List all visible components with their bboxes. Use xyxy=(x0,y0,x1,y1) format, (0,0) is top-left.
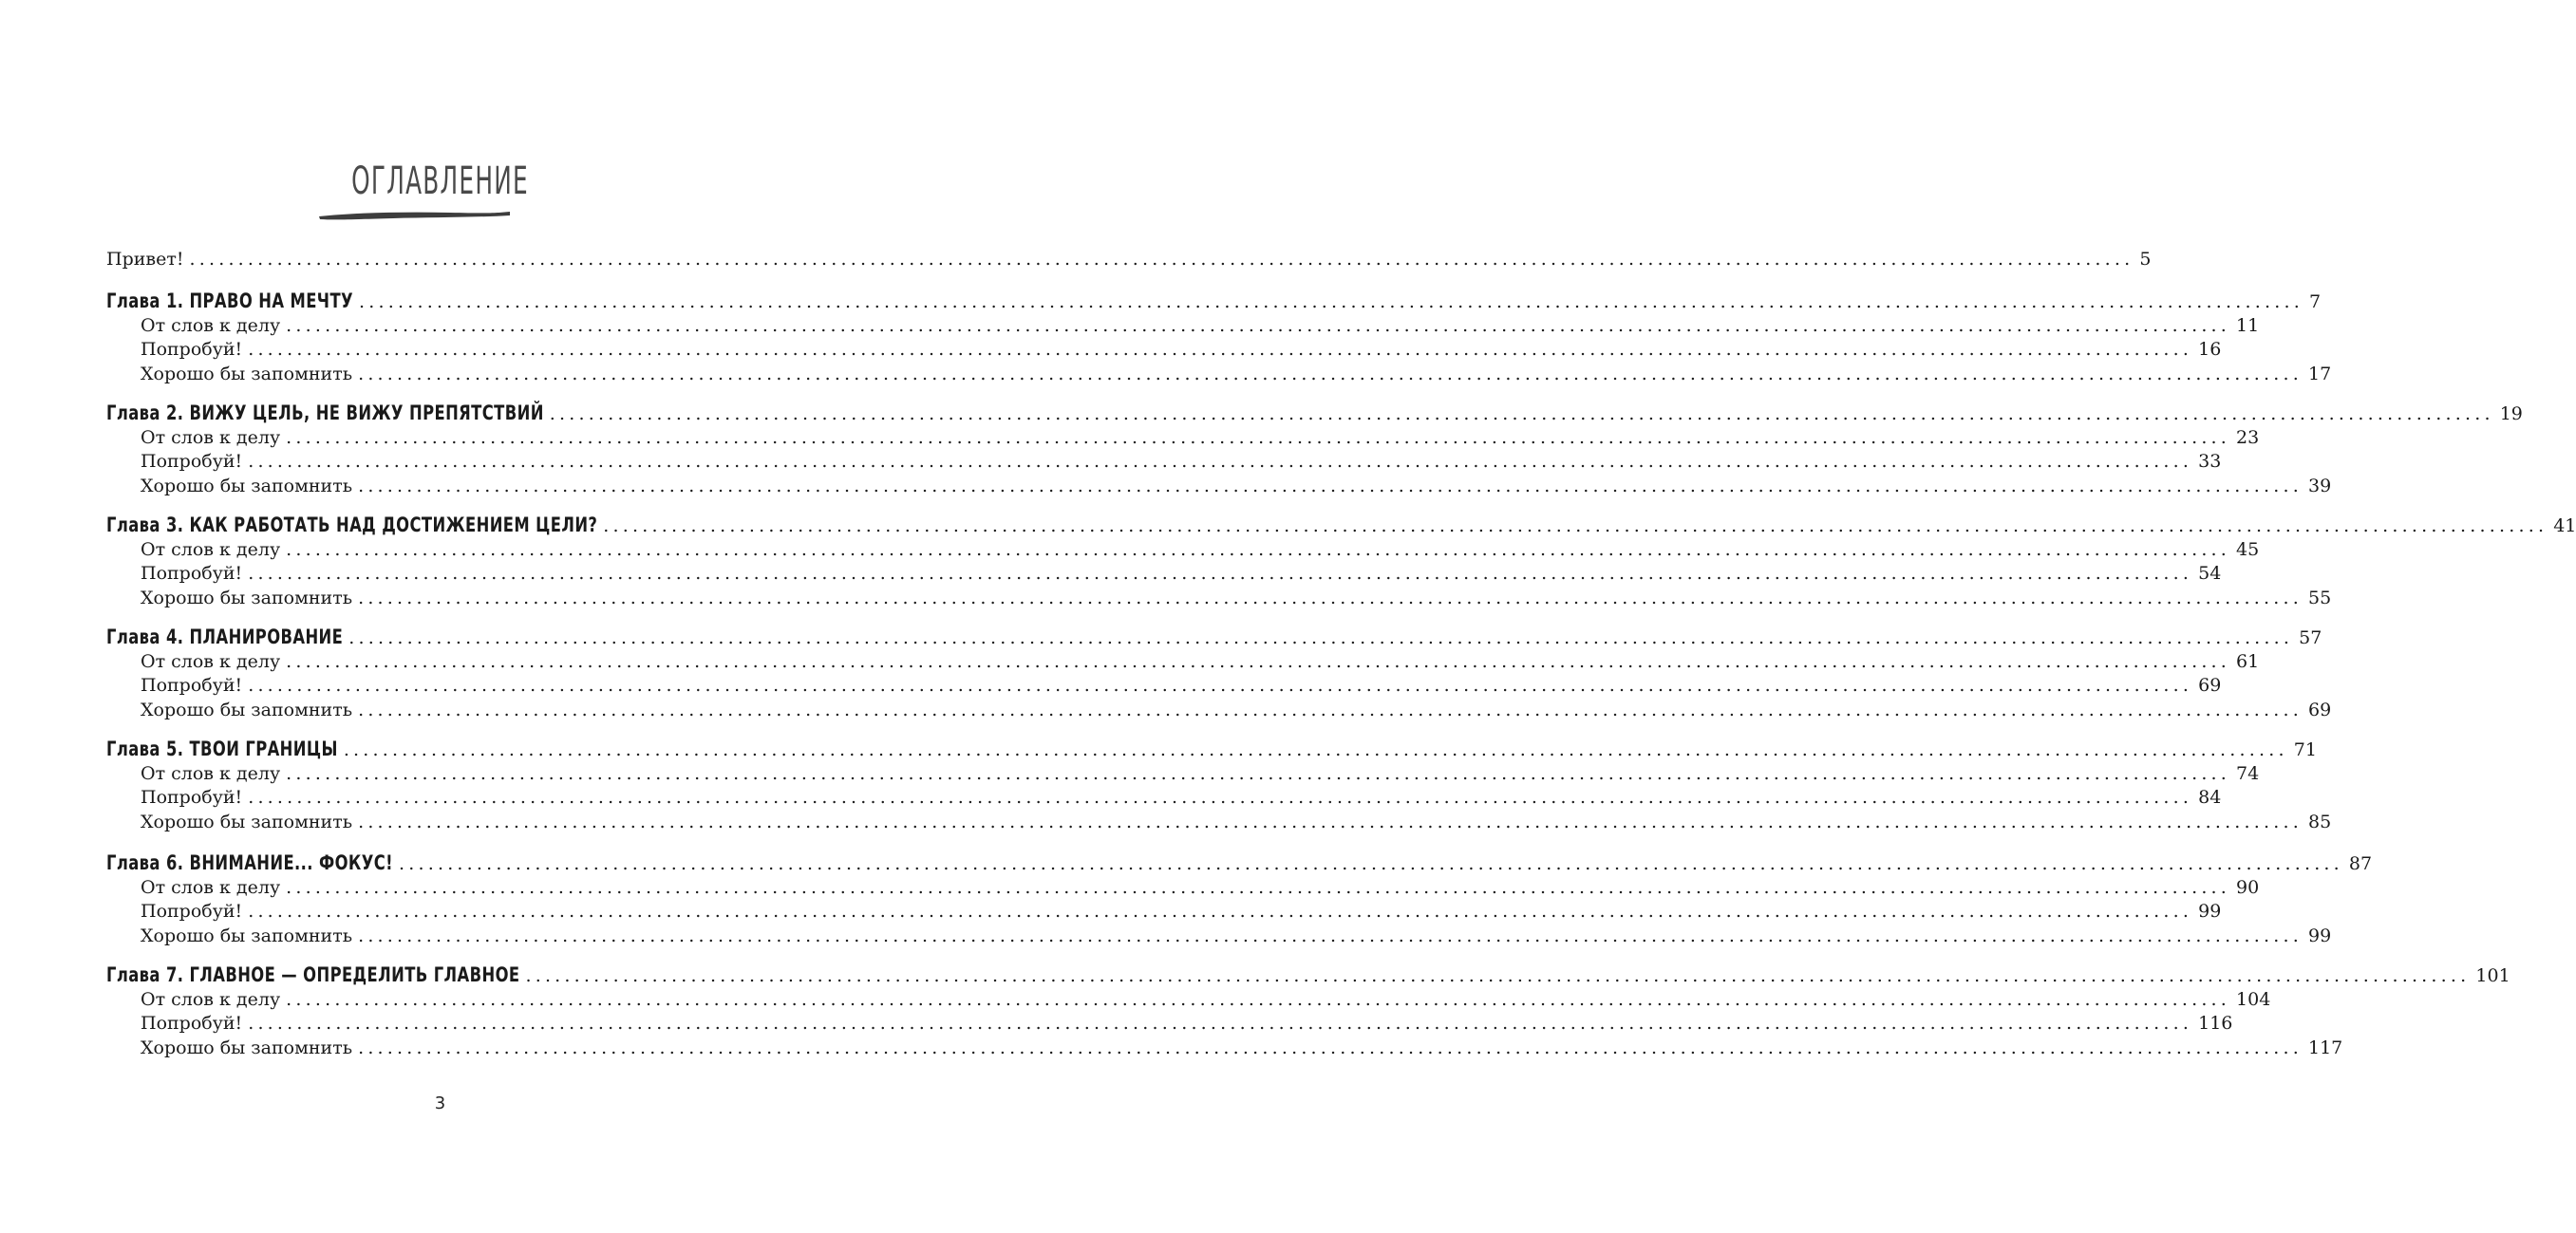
toc-entry-page: 85 xyxy=(2308,812,2332,832)
toc-subsection-entry xyxy=(141,476,2332,500)
dot-leader: ........................................................................................................................................................................................................ xyxy=(358,588,2303,608)
dot-leader: ........................................................................................................................................................................................................ xyxy=(248,787,2193,808)
toc-entry-page: 90 xyxy=(2236,877,2260,898)
toc-entry-page: 104 xyxy=(2236,989,2271,1010)
page-title: ОГЛАВЛЕНИЕ xyxy=(351,159,529,203)
toc-chapter-entry xyxy=(106,402,2523,426)
toc-entry-label: Попробуй! xyxy=(141,339,243,360)
toc-entry-label: От слов к делу xyxy=(141,427,281,448)
dot-leader: ........................................................................................................................................................................................................ xyxy=(189,249,2134,270)
dot-leader: ........................................................................................................................................................................................................ xyxy=(248,451,2193,472)
toc-subsection-entry xyxy=(141,925,2332,950)
dot-leader: ........................................................................................................................................................................................................ xyxy=(343,739,2288,760)
toc-chapter-entry xyxy=(106,626,2322,650)
dot-leader: ........................................................................................................................................................................................................ xyxy=(603,515,2548,536)
toc-entry-label: Хорошо бы запомнить xyxy=(141,812,353,832)
dot-leader: ........................................................................................................................................................................................................ xyxy=(358,476,2303,496)
toc-entry-page: 39 xyxy=(2308,476,2332,496)
dot-leader: ........................................................................................................................................................................................................ xyxy=(248,563,2193,584)
toc-entry-label: Попробуй! xyxy=(141,451,243,472)
toc-entry-page: 55 xyxy=(2308,588,2332,608)
toc-entry-page: 54 xyxy=(2198,563,2222,584)
dot-leader: ........................................................................................................................................................................................................ xyxy=(358,925,2303,946)
toc-entry-label: От слов к делу xyxy=(141,763,281,784)
dot-leader: ........................................................................................................................................................................................................ xyxy=(286,427,2231,448)
toc-entry-page: 45 xyxy=(2236,539,2260,560)
toc-subsection-entry xyxy=(141,651,2260,676)
page-number: 3 xyxy=(434,1093,446,1113)
toc-entry-page: 11 xyxy=(2236,315,2260,336)
toc-entry-page: 16 xyxy=(2198,339,2222,360)
dot-leader: ........................................................................................................................................................................................................ xyxy=(399,853,2343,874)
toc-subsection-entry xyxy=(141,989,2271,1014)
toc-entry-page: 99 xyxy=(2198,901,2222,922)
dot-leader: ........................................................................................................................................................................................................ xyxy=(248,675,2193,696)
toc-entry-page: 23 xyxy=(2236,427,2260,448)
toc-entry-label: Хорошо бы запомнить xyxy=(141,1037,353,1058)
toc-entry-page: 71 xyxy=(2293,739,2317,760)
dot-leader: ........................................................................................................................................................................................................ xyxy=(358,1037,2303,1058)
toc-entry-label: От слов к делу xyxy=(141,989,281,1010)
toc-subsection-entry xyxy=(141,700,2332,724)
toc-entry-label: Попробуй! xyxy=(141,901,243,922)
toc-subsection-entry xyxy=(141,812,2332,836)
toc-entry-page: 7 xyxy=(2308,291,2322,312)
toc-entry-label: Глава 5. ТВОИ ГРАНИЦЫ xyxy=(106,738,338,760)
toc-chapter-entry xyxy=(106,738,2317,762)
toc-subsection-entry xyxy=(141,451,2222,476)
toc-entry-page: 41 xyxy=(2553,515,2576,536)
dot-leader: ........................................................................................................................................................................................................ xyxy=(286,315,2231,336)
toc-entry-page: 57 xyxy=(2299,627,2322,648)
dot-leader: ........................................................................................................................................................................................................ xyxy=(358,812,2303,832)
toc-subsection-entry xyxy=(141,877,2260,902)
toc-entry-page: 33 xyxy=(2198,451,2222,472)
dot-leader: ........................................................................................................................................................................................................ xyxy=(525,965,2471,986)
toc-entry-label: От слов к делу xyxy=(141,539,281,560)
toc-entry-label: Глава 7. ГЛАВНОЕ — ОПРЕДЕЛИТЬ ГЛАВНОЕ xyxy=(106,963,520,986)
toc-entry-page: 87 xyxy=(2348,853,2373,874)
dot-leader: ........................................................................................................................................................................................................ xyxy=(549,403,2494,424)
toc-subsection-entry xyxy=(141,588,2332,612)
toc-entry-label: Глава 1. ПРАВО НА МЕЧТУ xyxy=(106,290,354,312)
dot-leader: ........................................................................................................................................................................................................ xyxy=(286,989,2231,1010)
toc-subsection-entry xyxy=(141,1037,2343,1062)
toc-subsection-entry xyxy=(141,763,2260,788)
toc-entry-label: Хорошо бы запомнить xyxy=(141,364,353,384)
toc-chapter-label-wrap xyxy=(106,851,393,874)
toc-entry-page: 99 xyxy=(2308,925,2332,946)
toc-entry-page: 84 xyxy=(2198,787,2222,808)
toc-subsection-entry xyxy=(141,563,2222,588)
toc-subsection-entry xyxy=(141,339,2222,364)
toc-chapter-label-wrap xyxy=(106,963,519,986)
dot-leader: ........................................................................................................................................................................................................ xyxy=(248,1013,2193,1034)
toc-subsection-entry xyxy=(141,364,2332,388)
dot-leader: ........................................................................................................................................................................................................ xyxy=(286,651,2231,672)
toc-subsection-entry xyxy=(141,427,2260,452)
toc-entry-page: 19 xyxy=(2499,403,2523,424)
toc-subsection-entry xyxy=(141,787,2222,812)
toc-entry-label: Попробуй! xyxy=(141,1013,243,1034)
toc-chapter-entry xyxy=(106,851,2373,876)
toc-subsection-entry xyxy=(141,315,2260,340)
toc-entry-label: Попробуй! xyxy=(141,563,243,584)
dot-leader: ........................................................................................................................................................................................................ xyxy=(358,700,2303,720)
dot-leader: ........................................................................................................................................................................................................ xyxy=(359,291,2303,312)
dot-leader: ........................................................................................................................................................................................................ xyxy=(358,364,2303,384)
toc-subsection-entry xyxy=(141,675,2222,700)
dot-leader: ........................................................................................................................................................................................................ xyxy=(286,763,2231,784)
dot-leader: ........................................................................................................................................................................................................ xyxy=(248,339,2193,360)
toc-entry-label: От слов к делу xyxy=(141,315,281,336)
toc-entry-page: 17 xyxy=(2308,364,2332,384)
dot-leader: ........................................................................................................................................................................................................ xyxy=(286,539,2231,560)
toc-entry-label: Попробуй! xyxy=(141,787,243,808)
toc-entry-page: 116 xyxy=(2198,1013,2233,1034)
toc-chapter-entry xyxy=(106,514,2576,538)
toc-entry-page: 69 xyxy=(2198,675,2222,696)
toc-chapter-label-wrap xyxy=(106,514,597,536)
toc-chapter-entry xyxy=(106,290,2322,314)
toc-entry-page: 61 xyxy=(2236,651,2260,672)
toc-entry xyxy=(106,249,2152,273)
toc-entry-label: От слов к делу xyxy=(141,651,281,672)
dot-leader: ........................................................................................................................................................................................................ xyxy=(248,901,2193,922)
toc-entry-label: Глава 3. КАК РАБОТАТЬ НАД ДОСТИЖЕНИЕМ ЦЕЛИ? xyxy=(106,514,598,536)
toc-entry-label: Хорошо бы запомнить xyxy=(141,700,353,720)
toc-entry-label: Глава 6. ВНИМАНИЕ... ФОКУС! xyxy=(106,851,394,874)
toc-entry-page: 5 xyxy=(2139,249,2152,270)
toc-chapter-label-wrap xyxy=(106,626,343,648)
dot-leader: ........................................................................................................................................................................................................ xyxy=(286,877,2231,898)
toc-entry-label: Привет! xyxy=(106,249,184,270)
toc-chapter-label-wrap xyxy=(106,290,353,312)
toc-subsection-entry xyxy=(141,901,2222,925)
dot-leader: ........................................................................................................................................................................................................ xyxy=(348,627,2294,648)
toc-chapter-label-wrap xyxy=(106,738,338,760)
toc-entry-label: От слов к делу xyxy=(141,877,281,898)
toc-entry-label: Глава 4. ПЛАНИРОВАНИЕ xyxy=(106,626,344,648)
toc-entry-label: Глава 2. ВИЖУ ЦЕЛЬ, НЕ ВИЖУ ПРЕПЯТСТВИЙ xyxy=(106,402,544,424)
toc-entry-page: 74 xyxy=(2236,763,2260,784)
toc-entry-label: Попробуй! xyxy=(141,675,243,696)
toc-chapter-entry xyxy=(106,963,2510,988)
toc-entry-page: 117 xyxy=(2308,1037,2343,1058)
toc-entry-label: Хорошо бы запомнить xyxy=(141,588,353,608)
toc-entry-page: 101 xyxy=(2475,965,2510,986)
toc-subsection-entry xyxy=(141,1013,2233,1037)
toc-chapter-label-wrap xyxy=(106,402,544,424)
toc-subsection-entry xyxy=(141,539,2260,564)
toc-entry-label: Хорошо бы запомнить xyxy=(141,925,353,946)
toc-entry-label: Хорошо бы запомнить xyxy=(141,476,353,496)
toc-entry-page: 69 xyxy=(2308,700,2332,720)
